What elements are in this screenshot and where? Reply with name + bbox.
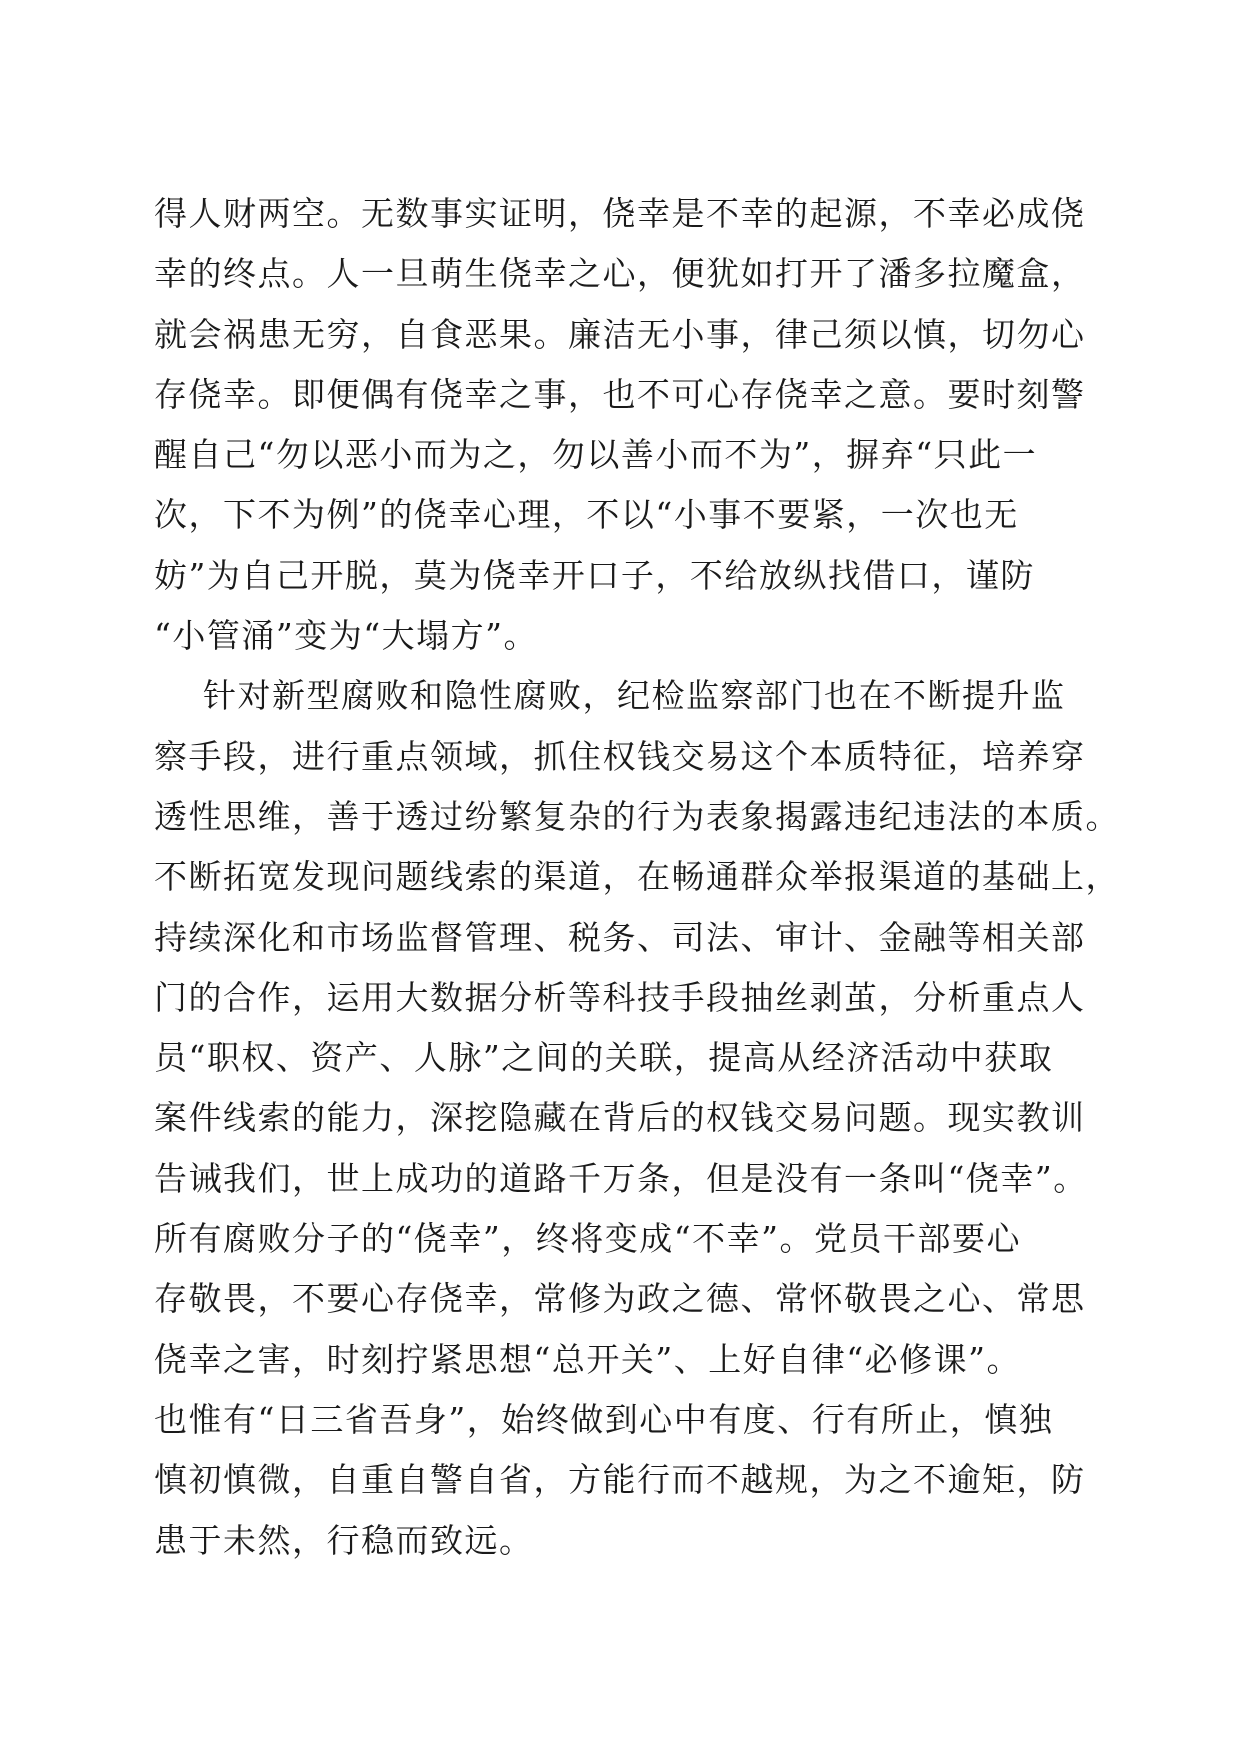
text-line: 存侥幸。即便偶有侥幸之事，也不可心存侥幸之意。要时刻警 <box>154 374 1086 414</box>
text-line: 妨”为自己开脱，莫为侥幸开口子，不给放纵找借口，谨防 <box>154 555 1035 595</box>
text-line: 也惟有“日三省吾身”，始终做到心中有度、行有所止，慎独 <box>154 1399 1054 1439</box>
text-line: 幸的终点。人一旦萌生侥幸之心，便犹如打开了潘多拉魔盒， <box>154 254 1086 294</box>
text-line: 察手段，进行重点领域，抓住权钱交易这个本质特征，培养穿 <box>154 736 1086 776</box>
text-line: 侥幸之害，时刻拧紧思想“总开关”、上好自律“必修课”。 <box>154 1339 1021 1379</box>
document-body <box>154 184 1120 1571</box>
text-line: 案件线索的能力，深挖隐藏在背后的权钱交易问题。现实教训 <box>154 1098 1086 1138</box>
text-line: 存敬畏，不要心存侥幸，常修为政之德、常怀敬畏之心、常思 <box>154 1279 1086 1319</box>
text-line: 慎初慎微，自重自警自省，方能行而不越规，为之不逾矩，防 <box>154 1460 1086 1500</box>
text-line: 员“职权、资产、人脉”之间的关联，提高从经济活动中获取 <box>154 1038 1054 1078</box>
text-line: 所有腐败分子的“侥幸”，终将变成“不幸”。党员干部要心 <box>154 1219 1021 1259</box>
paragraph-continuation <box>154 184 1084 666</box>
text-line: 得人财两空。无数事实证明，侥幸是不幸的起源，不幸必成侥 <box>154 194 1086 233</box>
text-line: 患于未然，行稳而致远。 <box>154 1520 534 1560</box>
text-line: 持续深化和市场监督管理、税务、司法、审计、金融等相关部 <box>154 917 1086 957</box>
paragraph <box>154 666 1120 1570</box>
text-line: “小管涌”变为“大塌方”。 <box>154 616 538 656</box>
text-line: 告诫我们，世上成功的道路千万条，但是没有一条叫“侥幸”。 <box>154 1158 1088 1198</box>
text-line: 不断拓宽发现问题线索的渠道，在畅通群众举报渠道的基础上， <box>154 857 1120 897</box>
text-line: 透性思维，善于透过纷繁复杂的行为表象揭露违纪违法的本质。 <box>154 796 1120 836</box>
text-line: 次，下不为例”的侥幸心理，不以“小事不要紧，一次也无 <box>154 495 1019 535</box>
text-line: 门的合作，运用大数据分析等科技手段抽丝剥茧，分析重点人 <box>154 977 1086 1017</box>
text-line: 醒自己“勿以恶小而为之，勿以善小而不为”，摒弃“只此一 <box>154 435 1038 475</box>
text-line: 就会祸患无穷，自食恶果。廉洁无小事，律己须以慎，切勿心 <box>154 314 1086 354</box>
text-line-first: 针对新型腐败和隐性腐败，纪检监察部门也在不断提升监 <box>203 676 1066 716</box>
